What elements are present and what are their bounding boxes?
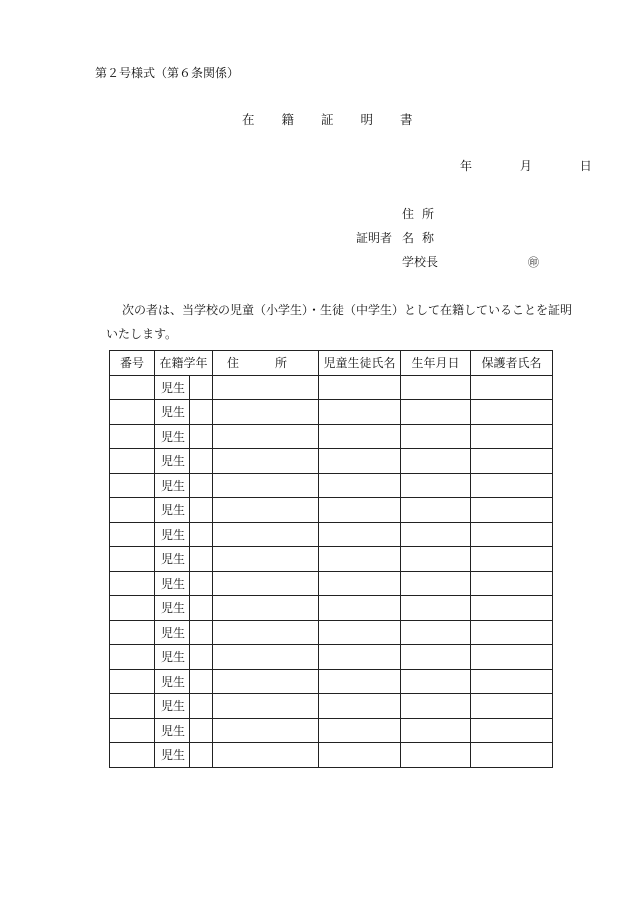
cell-grade-label: 児生 — [155, 571, 190, 596]
table-row — [110, 718, 553, 743]
certifier-address-label: 住所 — [402, 207, 443, 221]
cell-grade[interactable] — [190, 571, 213, 596]
cell-number[interactable] — [110, 669, 155, 694]
form-number-label: 第２号様式（第６条関係） — [95, 66, 240, 80]
table-row — [110, 743, 553, 768]
cell-student-name[interactable] — [319, 449, 401, 474]
cell-student-name[interactable] — [319, 547, 401, 572]
cell-student-name[interactable] — [319, 473, 401, 498]
cell-grade[interactable] — [190, 424, 213, 449]
table-row — [110, 400, 553, 425]
cell-number[interactable] — [110, 400, 155, 425]
cell-grade-label: 児生 — [155, 424, 190, 449]
cell-guardian-name[interactable] — [471, 620, 553, 645]
cell-address[interactable] — [213, 743, 319, 768]
cell-student-name[interactable] — [319, 645, 401, 670]
certifier-block — [356, 206, 539, 278]
cell-grade-label: 児生 — [155, 375, 190, 400]
cell-grade[interactable] — [190, 718, 213, 743]
cell-birthdate[interactable] — [401, 694, 471, 719]
table-row — [110, 498, 553, 523]
cell-birthdate[interactable] — [401, 424, 471, 449]
cell-number[interactable] — [110, 547, 155, 572]
header-student-name: 児童生徒氏名 — [319, 351, 401, 376]
header-grade: 在籍学年 — [155, 351, 213, 376]
cell-guardian-name[interactable] — [471, 498, 553, 523]
cell-birthdate[interactable] — [401, 473, 471, 498]
cell-grade[interactable] — [190, 620, 213, 645]
date-month-label: 月 — [519, 159, 532, 173]
table-row — [110, 449, 553, 474]
cell-birthdate[interactable] — [401, 498, 471, 523]
date-year-label: 年 — [460, 159, 473, 173]
cell-grade[interactable] — [190, 596, 213, 621]
table-row — [110, 596, 553, 621]
cell-grade[interactable] — [190, 375, 213, 400]
cell-student-name[interactable] — [319, 669, 401, 694]
cell-address[interactable] — [213, 498, 319, 523]
cell-number[interactable] — [110, 571, 155, 596]
cell-grade[interactable] — [190, 400, 213, 425]
cell-student-name[interactable] — [319, 743, 401, 768]
cell-address[interactable] — [213, 645, 319, 670]
cell-address[interactable] — [213, 449, 319, 474]
cell-student-name[interactable] — [319, 424, 401, 449]
cell-address[interactable] — [213, 596, 319, 621]
cell-grade[interactable] — [190, 473, 213, 498]
cell-grade[interactable] — [190, 645, 213, 670]
cell-number[interactable] — [110, 718, 155, 743]
cell-birthdate[interactable] — [401, 547, 471, 572]
cell-guardian-name[interactable] — [471, 645, 553, 670]
cell-address[interactable] — [213, 424, 319, 449]
enrollment-table — [109, 350, 553, 768]
table-row — [110, 375, 553, 400]
cell-guardian-name[interactable] — [471, 596, 553, 621]
cell-number[interactable] — [110, 620, 155, 645]
cell-grade-label: 児生 — [155, 669, 190, 694]
certifier-name-label: 名称 — [402, 231, 443, 245]
cell-birthdate[interactable] — [401, 645, 471, 670]
cell-address[interactable] — [213, 718, 319, 743]
cell-grade[interactable] — [190, 694, 213, 719]
cell-number[interactable] — [110, 498, 155, 523]
cell-student-name[interactable] — [319, 400, 401, 425]
cell-grade[interactable] — [190, 669, 213, 694]
header-birthdate: 生年月日 — [401, 351, 471, 376]
cell-number[interactable] — [110, 522, 155, 547]
table-row — [110, 571, 553, 596]
cell-number[interactable] — [110, 645, 155, 670]
header-address: 住 所 — [213, 351, 319, 376]
cell-birthdate[interactable] — [401, 596, 471, 621]
table-header-row — [110, 351, 553, 376]
cell-guardian-name[interactable] — [471, 375, 553, 400]
cell-guardian-name[interactable] — [471, 473, 553, 498]
seal-mark: ㊞ — [528, 256, 539, 269]
principal-label: 学校長 — [402, 255, 439, 269]
cell-grade-label: 児生 — [155, 596, 190, 621]
cell-grade-label: 児生 — [155, 400, 190, 425]
cell-guardian-name[interactable] — [471, 718, 553, 743]
cell-guardian-name[interactable] — [471, 694, 553, 719]
cell-grade-label: 児生 — [155, 522, 190, 547]
cell-birthdate[interactable] — [401, 718, 471, 743]
cell-student-name[interactable] — [319, 498, 401, 523]
cell-address[interactable] — [213, 620, 319, 645]
cell-grade-label: 児生 — [155, 743, 190, 768]
table-row — [110, 645, 553, 670]
cell-address[interactable] — [213, 694, 319, 719]
certification-statement — [106, 298, 576, 346]
cell-birthdate[interactable] — [401, 669, 471, 694]
cell-grade-label: 児生 — [155, 718, 190, 743]
cell-grade-label: 児生 — [155, 498, 190, 523]
certifier-prefix: 証明者 — [356, 231, 393, 245]
cell-grade[interactable] — [190, 547, 213, 572]
table-row — [110, 522, 553, 547]
cell-student-name[interactable] — [319, 375, 401, 400]
cell-guardian-name[interactable] — [471, 424, 553, 449]
cell-guardian-name[interactable] — [471, 400, 553, 425]
cell-grade[interactable] — [190, 743, 213, 768]
cell-student-name[interactable] — [319, 596, 401, 621]
cell-grade-label: 児生 — [155, 449, 190, 474]
cell-birthdate[interactable] — [401, 522, 471, 547]
cell-number[interactable] — [110, 473, 155, 498]
cell-number[interactable] — [110, 596, 155, 621]
cell-student-name[interactable] — [319, 571, 401, 596]
cell-address[interactable] — [213, 571, 319, 596]
cell-student-name[interactable] — [319, 522, 401, 547]
cell-birthdate[interactable] — [401, 400, 471, 425]
cell-number[interactable] — [110, 743, 155, 768]
statement-text: 次の者は、当学校の児童（小学生）・生徒（中学生）として在籍していることを証明いたします。 — [106, 303, 573, 341]
document-title: 在籍証明書 — [242, 112, 440, 127]
date-day-label: 日 — [579, 159, 592, 173]
cell-number[interactable] — [110, 424, 155, 449]
cell-birthdate[interactable] — [401, 743, 471, 768]
table-row — [110, 473, 553, 498]
cell-student-name[interactable] — [319, 694, 401, 719]
cell-birthdate[interactable] — [401, 449, 471, 474]
table-row — [110, 547, 553, 572]
table-row — [110, 669, 553, 694]
header-number: 番号 — [110, 351, 155, 376]
cell-guardian-name[interactable] — [471, 571, 553, 596]
cell-guardian-name[interactable] — [471, 522, 553, 547]
cell-address[interactable] — [213, 522, 319, 547]
cell-grade-label: 児生 — [155, 645, 190, 670]
cell-number[interactable] — [110, 375, 155, 400]
cell-number[interactable] — [110, 694, 155, 719]
cell-guardian-name[interactable] — [471, 547, 553, 572]
cell-guardian-name[interactable] — [471, 669, 553, 694]
table-row — [110, 424, 553, 449]
cell-grade[interactable] — [190, 449, 213, 474]
date-line — [460, 157, 592, 174]
table-row — [110, 620, 553, 645]
cell-grade-label: 児生 — [155, 620, 190, 645]
cell-birthdate[interactable] — [401, 571, 471, 596]
cell-address[interactable] — [213, 473, 319, 498]
cell-grade[interactable] — [190, 498, 213, 523]
header-guardian-name: 保護者氏名 — [471, 351, 553, 376]
cell-address[interactable] — [213, 547, 319, 572]
cell-address[interactable] — [213, 669, 319, 694]
cell-grade-label: 児生 — [155, 694, 190, 719]
table-body — [110, 375, 553, 767]
cell-guardian-name[interactable] — [471, 449, 553, 474]
cell-birthdate[interactable] — [401, 375, 471, 400]
cell-grade-label: 児生 — [155, 547, 190, 572]
table-row — [110, 694, 553, 719]
cell-student-name[interactable] — [319, 620, 401, 645]
cell-address[interactable] — [213, 375, 319, 400]
cell-grade[interactable] — [190, 522, 213, 547]
cell-birthdate[interactable] — [401, 620, 471, 645]
cell-address[interactable] — [213, 400, 319, 425]
cell-guardian-name[interactable] — [471, 743, 553, 768]
cell-grade-label: 児生 — [155, 473, 190, 498]
cell-number[interactable] — [110, 449, 155, 474]
cell-student-name[interactable] — [319, 718, 401, 743]
